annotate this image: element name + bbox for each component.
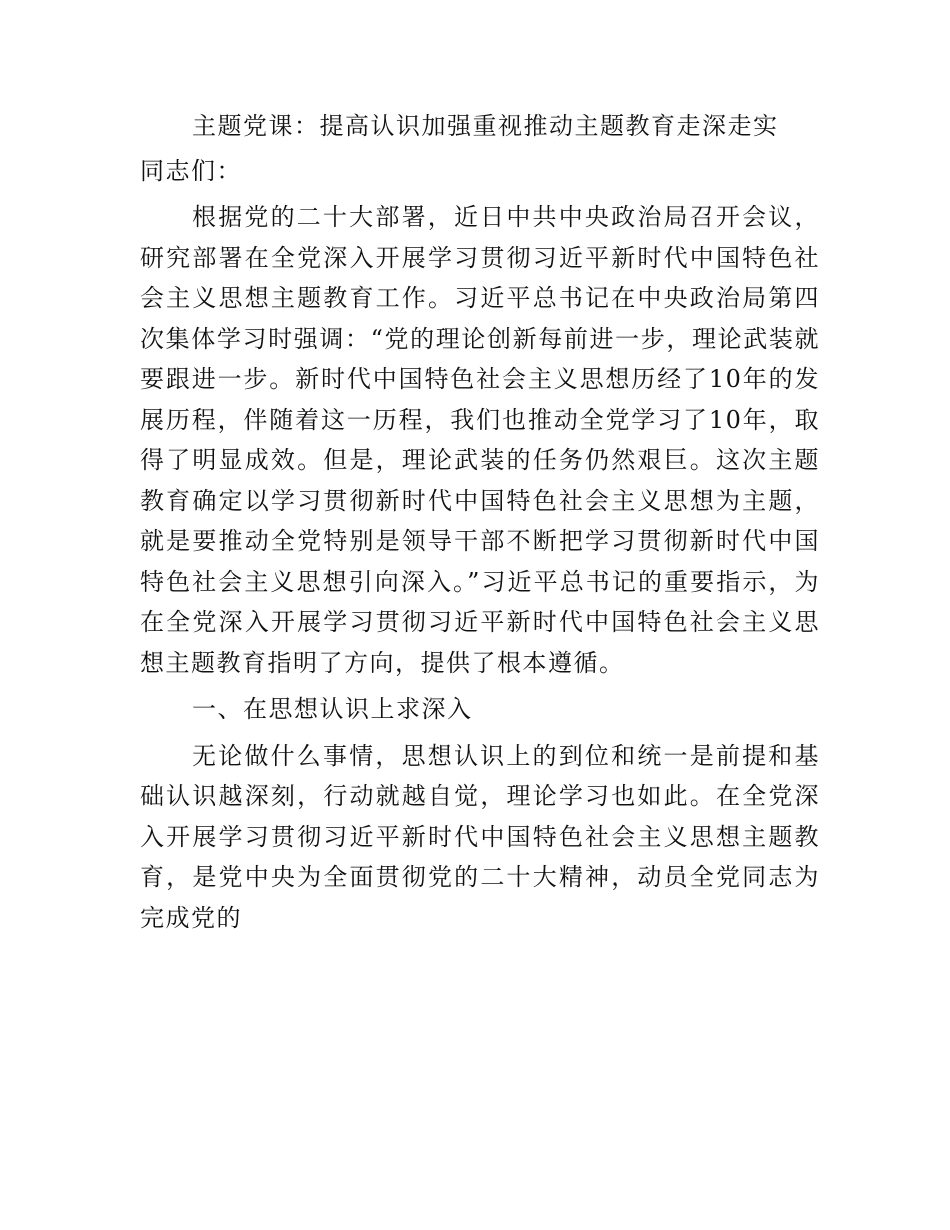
document-title: 主题党课：提高认识加强重视推动主题教育走深走实 — [192, 112, 779, 140]
greeting: 同志们： — [140, 156, 242, 185]
section-heading: 一、在思想认识上求深入 — [192, 695, 473, 723]
paragraph-section-1: 无论做什么事情，思想认识上的到位和统一是前提和基础认识越深刻，行动就越自觉，理论学习也如此。在全党深入开展学习贯彻习近平新时代中国特色社会主义思想主题教育，是党中央为全面贯彻党的二十大精神，动员全党同志为完成党的 — [140, 741, 820, 932]
document-body — [140, 106, 820, 944]
paragraph-intro: 根据党的二十大部署，近日中共中央政治局召开会议，研究部署在全党深入开展学习贯彻习近平新时代中国特色社会主义思想主题教育工作。习近平总书记在中央政治局第四次集体学习时强调：“党的理论创新每前进一步，理论武装就要跟进一步。新时代中国特色社会主义思想历经了10年的发展历程，伴随着这一历程，我们也推动全党学习了10年，取得了明显成效。但是，理论武装的任务仍然艰巨。这次主题教育确定以学习贯彻新时代中国特色社会主义思想为主题，就是要推动全党特别是领导干部不断把学习贯彻新时代中国特色社会主义思想引向深入。”习近平总书记的重要指示，为在全党深入开展学习贯彻习近平新时代中国特色社会主义思想主题教育指明了方向，提供了根本遵循。 — [140, 203, 820, 677]
